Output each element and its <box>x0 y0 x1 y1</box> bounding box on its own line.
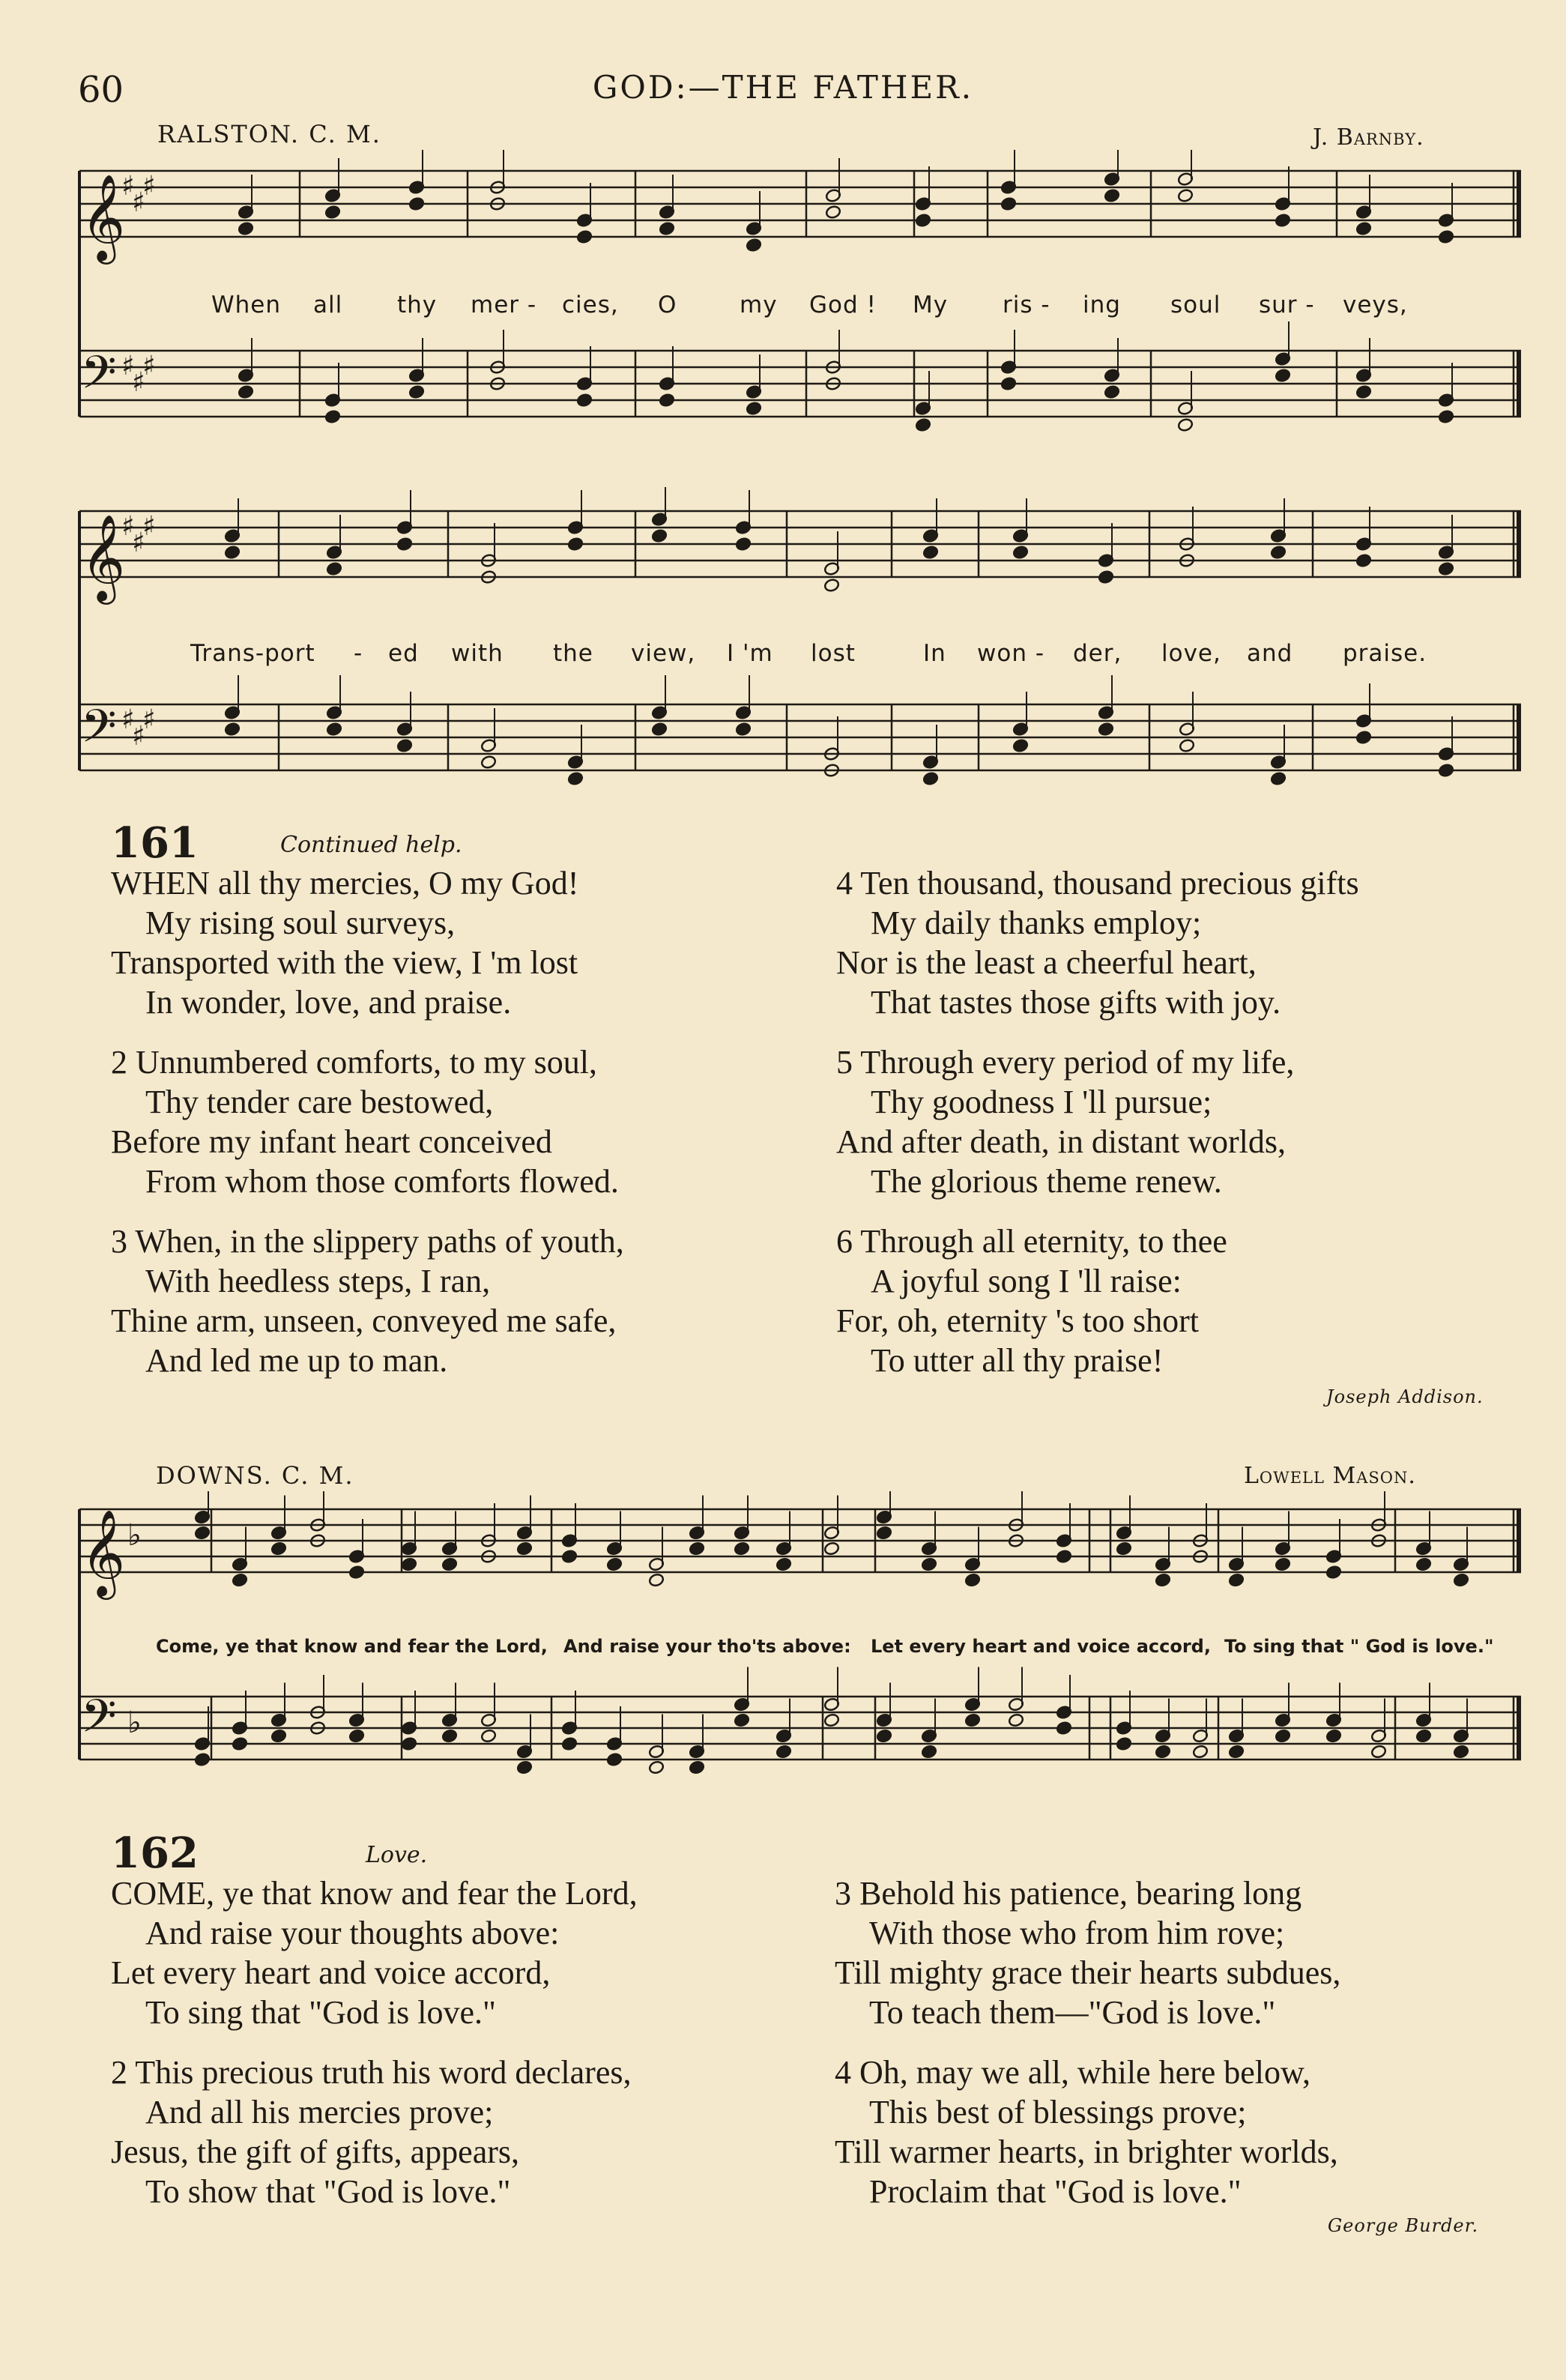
treble-staff <box>79 511 1521 577</box>
note-head <box>776 1557 792 1571</box>
verse-line: Transported with the view, I 'm lost <box>111 944 578 981</box>
note-head <box>238 384 254 399</box>
note-head <box>232 1736 248 1751</box>
verses-161-left <box>111 863 624 1401</box>
stanza <box>835 2053 1340 2211</box>
music-system-ralston-2 <box>0 487 1566 809</box>
verse-line: The glorious theme renew. <box>871 1163 1222 1200</box>
lyric-syllable: O <box>658 292 677 318</box>
hymn-subtitle-162: Love. <box>366 1842 428 1868</box>
sharp-icon: ♯ <box>121 171 135 202</box>
note-head <box>401 1557 417 1571</box>
note-head <box>776 1745 792 1759</box>
lyric-phrase: To sing that " God is love." <box>1224 1636 1494 1657</box>
verse-line: 6 Through all eternity, to thee <box>836 1223 1227 1260</box>
note-head <box>689 1541 705 1556</box>
music-system-ralston-1 <box>0 150 1566 472</box>
note-head <box>648 1760 665 1775</box>
stanza <box>836 863 1359 1022</box>
lyric-syllable: ris - <box>1003 292 1050 318</box>
verses-161-right <box>836 863 1359 1401</box>
lyric-syllable: all <box>313 292 343 318</box>
verse-line: 2 This precious truth his word declares, <box>111 2054 632 2091</box>
note-head <box>915 417 931 432</box>
hymn-number-161: 161 <box>111 818 199 868</box>
lyric-syllable: praise. <box>1343 640 1427 667</box>
note-head <box>1116 1736 1132 1751</box>
note-head <box>1155 1573 1171 1587</box>
verse-line: Thine arm, unseen, conveyed me safe, <box>111 1302 617 1339</box>
note-head <box>921 1557 937 1571</box>
note-head <box>1192 1745 1209 1759</box>
stanza <box>111 863 624 1022</box>
lyric-syllable: In <box>923 640 946 667</box>
verse-line: A joyful song I 'll raise: <box>871 1263 1182 1299</box>
note-head <box>735 722 752 736</box>
sharp-icon: ♯ <box>142 171 156 202</box>
sharp-icon: ♯ <box>132 187 145 218</box>
note-head <box>348 1729 365 1743</box>
lyric-syllable: the <box>553 640 593 667</box>
running-head: GOD:—THE FATHER. <box>592 69 974 106</box>
note-head <box>1438 763 1454 777</box>
note-head <box>1177 417 1194 432</box>
verse-line: And all his mercies prove; <box>145 2094 494 2130</box>
note-head <box>324 205 341 219</box>
note-head <box>1104 188 1120 202</box>
lyric-syllable: cies, <box>562 292 619 318</box>
verse-line: And after death, in distant worlds, <box>836 1123 1286 1160</box>
note-head <box>1000 196 1017 211</box>
lyric-syllable: I 'm <box>727 640 773 667</box>
note-head <box>1228 1745 1245 1759</box>
note-head <box>194 1526 211 1540</box>
note-head <box>648 1573 665 1587</box>
note-head <box>480 755 497 769</box>
verse-line: 2 Unnumbered comforts, to my soul, <box>111 1044 597 1081</box>
sharp-icon: ♯ <box>142 704 156 735</box>
sharp-icon: ♯ <box>142 511 156 542</box>
lyrics-row <box>156 1636 1493 1657</box>
note-head <box>567 771 584 785</box>
hymn-number-162: 162 <box>111 1828 199 1878</box>
note-head <box>401 1736 417 1751</box>
verse-line: COME, ye that know and fear the Lord, <box>111 1875 638 1912</box>
note-head <box>1355 221 1372 235</box>
lyric-syllable: view, <box>631 640 696 667</box>
verse-line: Thy goodness I 'll pursue; <box>871 1084 1212 1120</box>
stanza <box>835 1873 1340 2032</box>
verse-line: In wonder, love, and praise. <box>145 984 512 1021</box>
note-head <box>1415 1729 1432 1743</box>
note-head <box>326 722 342 736</box>
note-head <box>408 196 425 211</box>
lyrics-row <box>190 640 1427 667</box>
note-head <box>746 401 762 415</box>
bass-staff <box>79 351 1521 417</box>
verse-line: With those who from him rove; <box>869 1915 1285 1951</box>
note-head <box>238 221 254 235</box>
verse-line: And raise your thoughts above: <box>145 1915 560 1951</box>
note-head <box>734 1713 750 1727</box>
verse-line: 4 Ten thousand, thousand precious gifts <box>836 865 1359 901</box>
bass-staff <box>79 1690 1521 1760</box>
composer-mason: Lowell Mason. <box>1244 1463 1416 1489</box>
lyrics-row <box>211 292 1408 318</box>
note-head <box>1179 738 1195 752</box>
note-head <box>823 1541 840 1556</box>
note-head <box>1370 1745 1387 1759</box>
lyric-syllable: My <box>913 292 949 318</box>
lyric-syllable: When <box>211 292 282 318</box>
lyric-syllable: my <box>740 292 778 318</box>
lyric-syllable: soul <box>1170 292 1221 318</box>
verse-line: Thy tender care bestowed, <box>145 1084 494 1120</box>
tune-name-downs: DOWNS. C. M. <box>156 1461 354 1490</box>
note-head <box>746 238 762 252</box>
bass-staff <box>79 704 1521 770</box>
lyric-syllable: - <box>354 640 363 667</box>
note-head <box>823 1713 840 1727</box>
note-head <box>1056 1549 1072 1563</box>
note-head <box>1155 1745 1171 1759</box>
note-head <box>915 213 931 227</box>
verse-line: WHEN all thy mercies, O my God! <box>111 865 579 901</box>
stanza <box>111 2053 638 2211</box>
composer-barnby: J. Barnby. <box>1313 124 1424 151</box>
lyric-phrase: Come, ye that know and fear the Lord, <box>156 1636 548 1657</box>
note-head <box>659 221 675 235</box>
lyric-syllable: ing <box>1083 292 1121 318</box>
note-head <box>1116 1541 1132 1556</box>
note-head <box>1098 570 1114 584</box>
verse-line: Till mighty grace their hearts subdues, <box>835 1954 1341 1991</box>
note-head <box>224 722 241 736</box>
verses-162-left <box>111 1873 638 2232</box>
treble-clef-icon: 𝄞 <box>81 513 126 601</box>
note-head <box>408 384 425 399</box>
note-head <box>1453 1745 1469 1759</box>
note-head <box>270 1729 287 1743</box>
note-head <box>1098 722 1114 736</box>
note-head <box>1008 1713 1024 1727</box>
note-head <box>1275 1729 1291 1743</box>
note-head <box>825 205 841 219</box>
note-head <box>1228 1573 1245 1587</box>
note-head <box>876 1729 892 1743</box>
verse-line: Proclaim that "God is love." <box>869 2173 1242 2210</box>
stanza <box>111 1873 638 2032</box>
note-head <box>561 1736 578 1751</box>
note-head <box>734 1541 750 1556</box>
note-head <box>516 1541 533 1556</box>
verse-line: And led me up to man. <box>145 1342 448 1379</box>
lyric-syllable: der, <box>1073 640 1122 667</box>
lyric-syllable: sur - <box>1259 292 1315 318</box>
note-head <box>921 1745 937 1759</box>
note-head <box>1270 771 1287 785</box>
lyric-syllable: ed <box>388 640 419 667</box>
verse-line: To teach them—"God is love." <box>869 1994 1276 2031</box>
note-head <box>567 537 584 551</box>
verse-line: To sing that "God is love." <box>145 1994 496 2031</box>
note-head <box>324 409 341 423</box>
note-head <box>1453 1573 1469 1587</box>
note-head <box>1355 384 1372 399</box>
verse-line: My daily thanks employ; <box>871 904 1202 941</box>
verse-line: Before my infant heart conceived <box>111 1123 552 1160</box>
verse-line: Jesus, the gift of gifts, appears, <box>111 2133 519 2170</box>
verse-line: Let every heart and voice accord, <box>111 1954 551 1991</box>
hymn-subtitle-161: Continued help. <box>280 832 462 858</box>
verse-line: 3 When, in the slippery paths of youth, <box>111 1223 624 1260</box>
verse-line: This best of blessings prove; <box>869 2094 1247 2130</box>
note-head <box>1325 1565 1342 1579</box>
lyric-syllable: love, <box>1161 640 1221 667</box>
sharp-icon: ♯ <box>121 704 135 735</box>
flat-icon: ♭ <box>127 1518 142 1553</box>
lyric-phrase: Let every heart and voice accord, <box>871 1636 1211 1657</box>
sharp-icon: ♯ <box>142 351 156 381</box>
notes <box>194 1491 1469 1775</box>
verse-line: Till warmer hearts, in brighter worlds, <box>835 2133 1338 2170</box>
note-head <box>396 537 413 551</box>
sharp-icon: ♯ <box>121 351 135 381</box>
stanza <box>111 1042 624 1201</box>
note-head <box>516 1760 533 1775</box>
note-head <box>1438 229 1454 244</box>
note-head <box>348 1565 365 1579</box>
flat-icon: ♭ <box>127 1706 142 1740</box>
note-head <box>270 1541 287 1556</box>
lyric-syllable: veys, <box>1343 292 1408 318</box>
note-head <box>576 393 593 407</box>
note-head <box>659 393 675 407</box>
verse-line: To utter all thy praise! <box>871 1342 1164 1379</box>
music-system-downs <box>0 1491 1566 1821</box>
lyric-syllable: won - <box>977 640 1045 667</box>
note-head <box>232 1573 248 1587</box>
note-head <box>1275 1557 1291 1571</box>
author-addison: Joseph Addison. <box>1326 1386 1484 1407</box>
treble-clef-icon: 𝄞 <box>81 173 126 261</box>
notes <box>224 487 1454 786</box>
note-head <box>1438 561 1454 576</box>
note-head <box>964 1713 981 1727</box>
verse-line: Nor is the least a cheerful heart, <box>836 944 1257 981</box>
treble-clef-icon: 𝄞 <box>81 1508 126 1596</box>
note-head <box>651 722 668 736</box>
lyric-syllable: thy <box>397 292 438 318</box>
lyric-syllable: Trans-port <box>190 640 315 667</box>
note-head <box>922 545 939 559</box>
lyric-phrase: And raise your tho'ts above: <box>563 1636 851 1657</box>
verse-line: 4 Oh, may we all, while here below, <box>835 2054 1310 2091</box>
author-burder: George Burder. <box>1328 2215 1479 2236</box>
lyric-syllable: God ! <box>809 292 877 318</box>
bass-clef-icon: 𝄢 <box>81 346 117 411</box>
note-head <box>606 1557 623 1571</box>
treble-staff <box>79 171 1521 237</box>
note-head <box>480 1729 497 1743</box>
note-head <box>1012 738 1029 752</box>
note-head <box>561 1549 578 1563</box>
note-head <box>1355 553 1372 567</box>
note-head <box>1177 188 1194 202</box>
verse-line: 3 Behold his patience, bearing long <box>835 1875 1302 1912</box>
treble-staff <box>79 1508 1521 1600</box>
tune-name-ralston: RALSTON. C. M. <box>157 120 381 148</box>
stanza <box>111 1221 624 1380</box>
lyric-syllable: lost <box>811 640 856 667</box>
note-head <box>1438 409 1454 423</box>
note-head <box>823 578 840 592</box>
note-head <box>1355 730 1372 744</box>
note-head <box>1012 545 1029 559</box>
stanza <box>836 1221 1359 1380</box>
note-head <box>606 1752 623 1766</box>
note-head <box>651 528 668 543</box>
verse-line: My rising soul surveys, <box>145 904 456 941</box>
bass-clef-icon: 𝄢 <box>81 700 117 764</box>
sharp-icon: ♯ <box>121 511 135 542</box>
verse-line: To show that "God is love." <box>145 2173 511 2210</box>
note-head <box>441 1557 458 1571</box>
verse-line: 5 Through every period of my life, <box>836 1044 1295 1081</box>
lyric-syllable: with <box>451 640 504 667</box>
note-head <box>194 1752 211 1766</box>
note-head <box>1000 376 1017 390</box>
bass-clef-icon: 𝄢 <box>81 1690 117 1754</box>
note-head <box>1415 1557 1432 1571</box>
sharp-icon: ♯ <box>132 721 145 752</box>
note-head <box>1275 213 1291 227</box>
note-head <box>1325 1729 1342 1743</box>
note-head <box>1270 545 1287 559</box>
note-head <box>224 545 241 559</box>
note-head <box>922 771 939 785</box>
verse-line: With heedless steps, I ran, <box>145 1263 491 1299</box>
note-head <box>441 1729 458 1743</box>
stanza <box>836 1042 1359 1201</box>
verse-line: From whom those comforts flowed. <box>145 1163 619 1200</box>
sharp-icon: ♯ <box>132 528 145 558</box>
verse-line: For, oh, eternity 's too short <box>836 1302 1200 1339</box>
verse-line: That tastes those gifts with joy. <box>871 984 1281 1021</box>
note-head <box>735 537 752 551</box>
lyric-syllable: and <box>1247 640 1293 667</box>
verses-162-right <box>835 1873 1340 2232</box>
note-head <box>964 1573 981 1587</box>
lyric-syllable: mer - <box>471 292 537 318</box>
sharp-icon: ♯ <box>132 367 145 398</box>
page-number: 60 <box>78 69 124 111</box>
note-head <box>396 738 413 752</box>
note-head <box>689 1760 705 1775</box>
note-head <box>326 561 342 576</box>
note-head <box>1275 368 1291 382</box>
note-head <box>1104 384 1120 399</box>
note-head <box>876 1526 892 1540</box>
note-head <box>1056 1721 1072 1735</box>
note-head <box>576 229 593 244</box>
